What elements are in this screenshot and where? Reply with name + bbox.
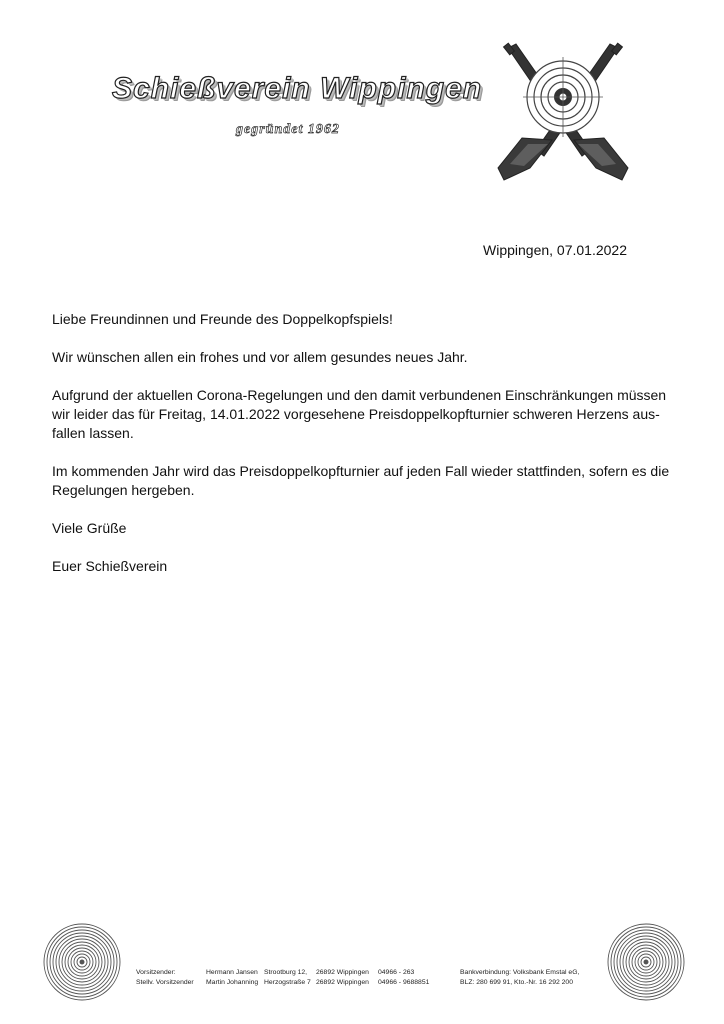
paragraph: Aufgrund der aktuellen Corona-Regelungen und den damit verbundenen Einschränkungen müssen wir leider das für Freitag, 14.01.2022 vorgesehene Preisdoppelkopfturnier schweren Herzens aus-fallen lassen. — [52, 387, 667, 441]
footer-name: Martin Johanning — [206, 979, 259, 986]
letter-body — [52, 310, 672, 595]
closing: Viele Grüße — [52, 520, 127, 536]
paragraph: Wir wünschen allen ein frohes und vor allem gesundes neues Jahr. — [52, 349, 468, 365]
footer-row — [136, 978, 429, 988]
target-rings-icon — [606, 922, 686, 1002]
footer-board-contacts — [136, 968, 429, 988]
footer-bank-details — [460, 968, 579, 988]
footer-phone: 04966 - 263 — [378, 969, 415, 976]
crossed-rifles-target-icon — [478, 40, 648, 185]
paragraph: Im kommenden Jahr wird das Preisdoppelkopfturnier auf jeden Fall wieder stattfinden, sofern es die Regelungen hergeben. — [52, 463, 670, 498]
footer-name: Hermann Jansen — [206, 969, 258, 976]
footer-street: Strootburg 12, — [264, 969, 308, 976]
bank-line: BLZ: 280 699 91, Kto.-Nr. 16 292 200 — [460, 979, 573, 986]
target-rings-icon — [42, 922, 122, 1002]
footer-city: 26892 Wippingen — [316, 969, 369, 976]
footer-phone: 04966 - 9688851 — [378, 979, 430, 986]
club-name: Schießverein Wippingen — [112, 72, 483, 105]
signature: Euer Schießverein — [52, 558, 168, 574]
footer-row — [136, 968, 429, 978]
bank-line: Bankverbindung: Volksbank Emstal eG, — [460, 969, 580, 976]
founded-text: gegründet 1962 — [236, 122, 340, 137]
footer-role: Stellv. Vorsitzender — [136, 979, 194, 986]
footer-street: Herzogstraße 7 — [264, 979, 311, 986]
date-line: Wippingen, 07.01.2022 — [483, 242, 627, 258]
footer-role: Vorsitzender: — [136, 969, 176, 976]
footer-city: 26892 Wippingen — [316, 979, 369, 986]
salutation: Liebe Freundinnen und Freunde des Doppelkopfspiels! — [52, 311, 393, 327]
